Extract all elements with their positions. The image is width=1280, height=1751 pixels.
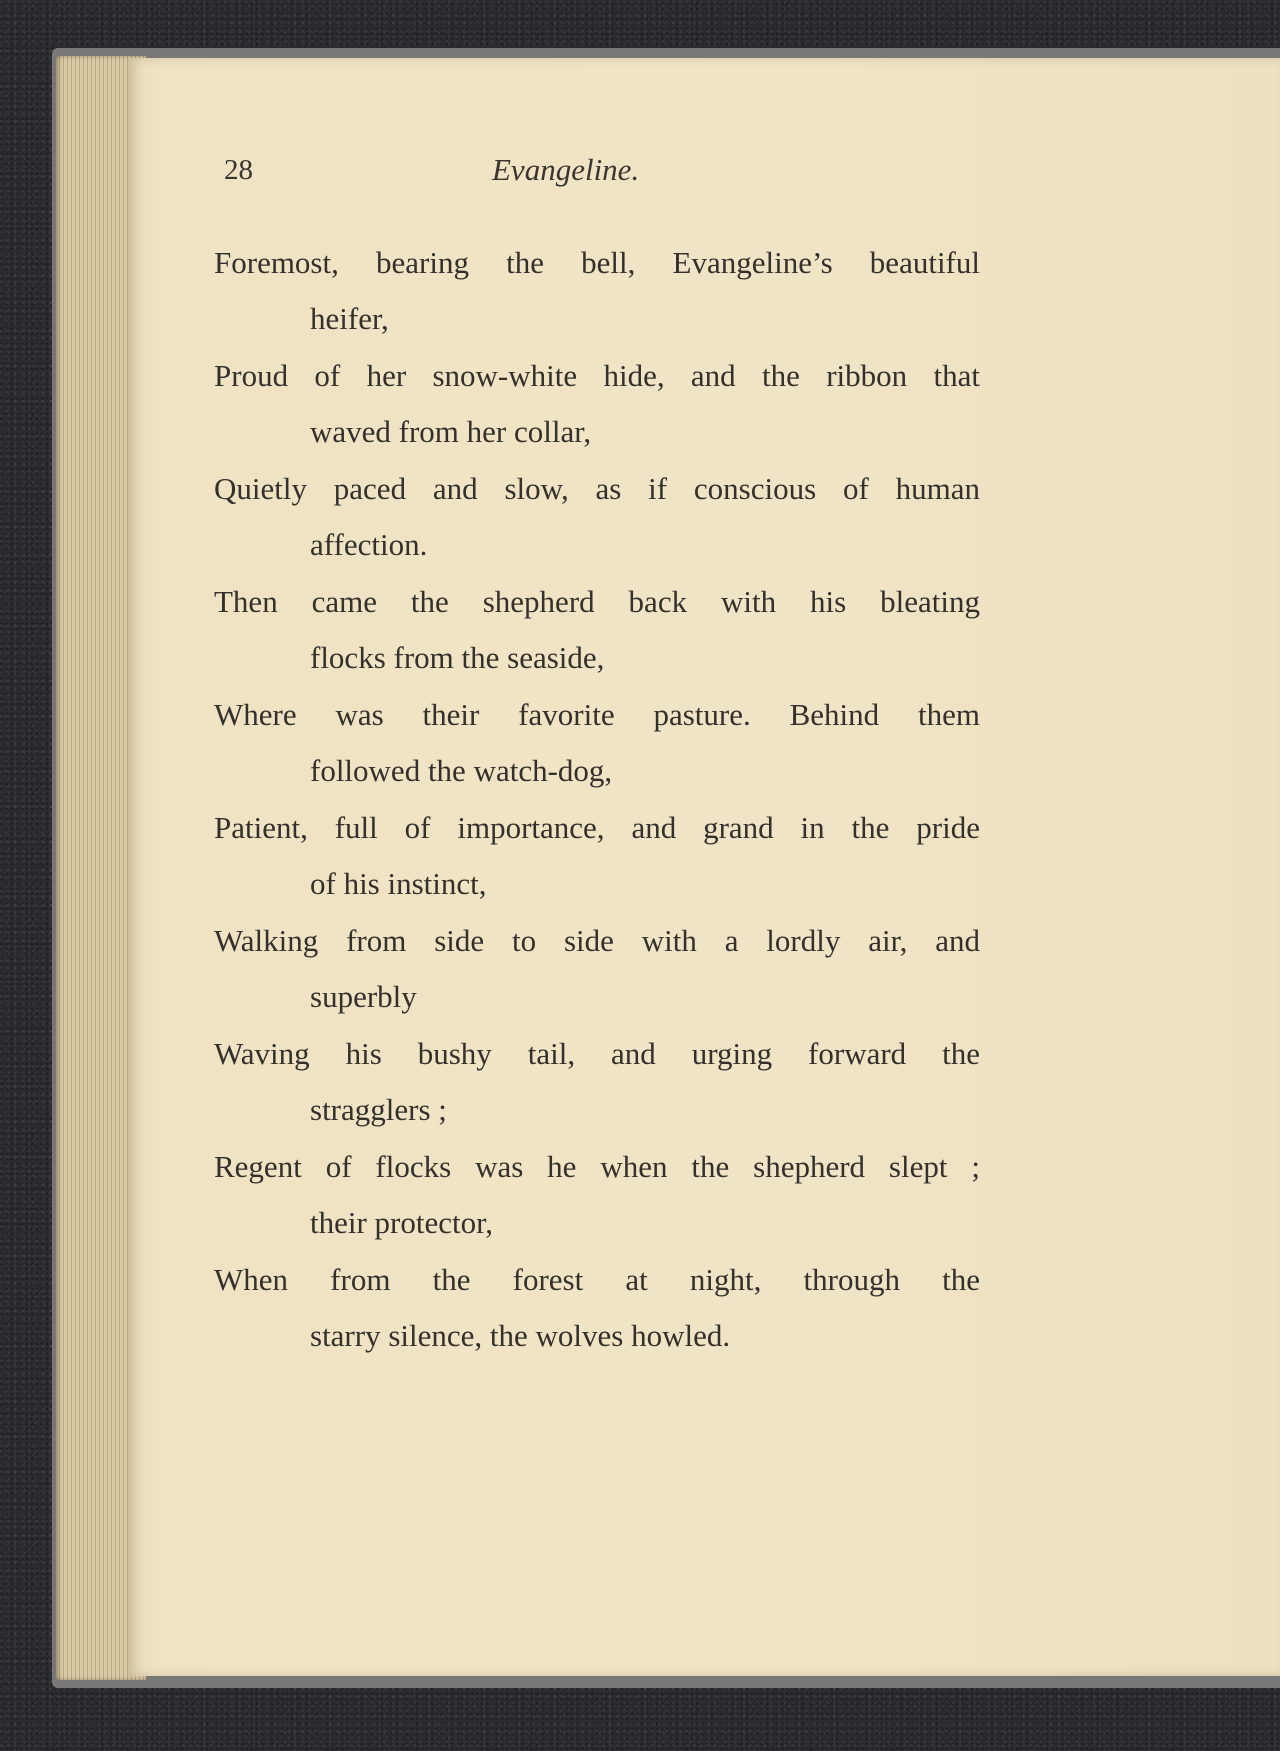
- verse-continuation: affection.: [310, 527, 428, 562]
- verse-line: Waving his bushy tail, and urging forward the: [214, 1036, 980, 1071]
- verse-8: [214, 1025, 984, 1138]
- verse-continuation: waved from her collar,: [310, 414, 592, 449]
- running-title: Evangeline.: [492, 152, 640, 187]
- poem-text: [214, 234, 984, 1364]
- verse-9: [214, 1138, 984, 1251]
- verse-line: Regent of flocks was he when the shepherd slept ;: [214, 1149, 980, 1184]
- verse-3: [214, 460, 984, 573]
- verse-line: When from the forest at night, through the: [214, 1262, 980, 1297]
- running-head: [224, 150, 824, 190]
- verse-4: [214, 573, 984, 686]
- verse-10: [214, 1251, 984, 1364]
- verse-continuation: starry silence, the wolves howled.: [310, 1318, 731, 1353]
- verse-continuation: their protector,: [310, 1205, 493, 1240]
- verse-continuation: followed the watch-dog,: [310, 753, 613, 788]
- verse-6: [214, 799, 984, 912]
- verse-7: [214, 912, 984, 1025]
- verse-line: Quietly paced and slow, as if conscious of human: [214, 471, 980, 506]
- verse-2: [214, 347, 984, 460]
- page-number: 28: [224, 154, 253, 186]
- verse-continuation: of his instinct,: [310, 866, 487, 901]
- verse-line: Patient, full of importance, and grand in the pride: [214, 810, 980, 845]
- verse-continuation: superbly: [310, 979, 417, 1014]
- verse-line: Then came the shepherd back with his bleating: [214, 584, 980, 619]
- verse-5: [214, 686, 984, 799]
- verse-line: Walking from side to side with a lordly air, and: [214, 923, 980, 958]
- verse-line: Foremost, bearing the bell, Evangeline’s beautiful: [214, 245, 980, 280]
- verse-1: [214, 234, 984, 347]
- verse-line: Where was their favorite pasture. Behind them: [214, 697, 980, 732]
- verse-line: Proud of her snow-white hide, and the ribbon that: [214, 358, 980, 393]
- verse-continuation: heifer,: [310, 301, 389, 336]
- verse-continuation: flocks from the seaside,: [310, 640, 605, 675]
- verse-continuation: stragglers ;: [310, 1092, 447, 1127]
